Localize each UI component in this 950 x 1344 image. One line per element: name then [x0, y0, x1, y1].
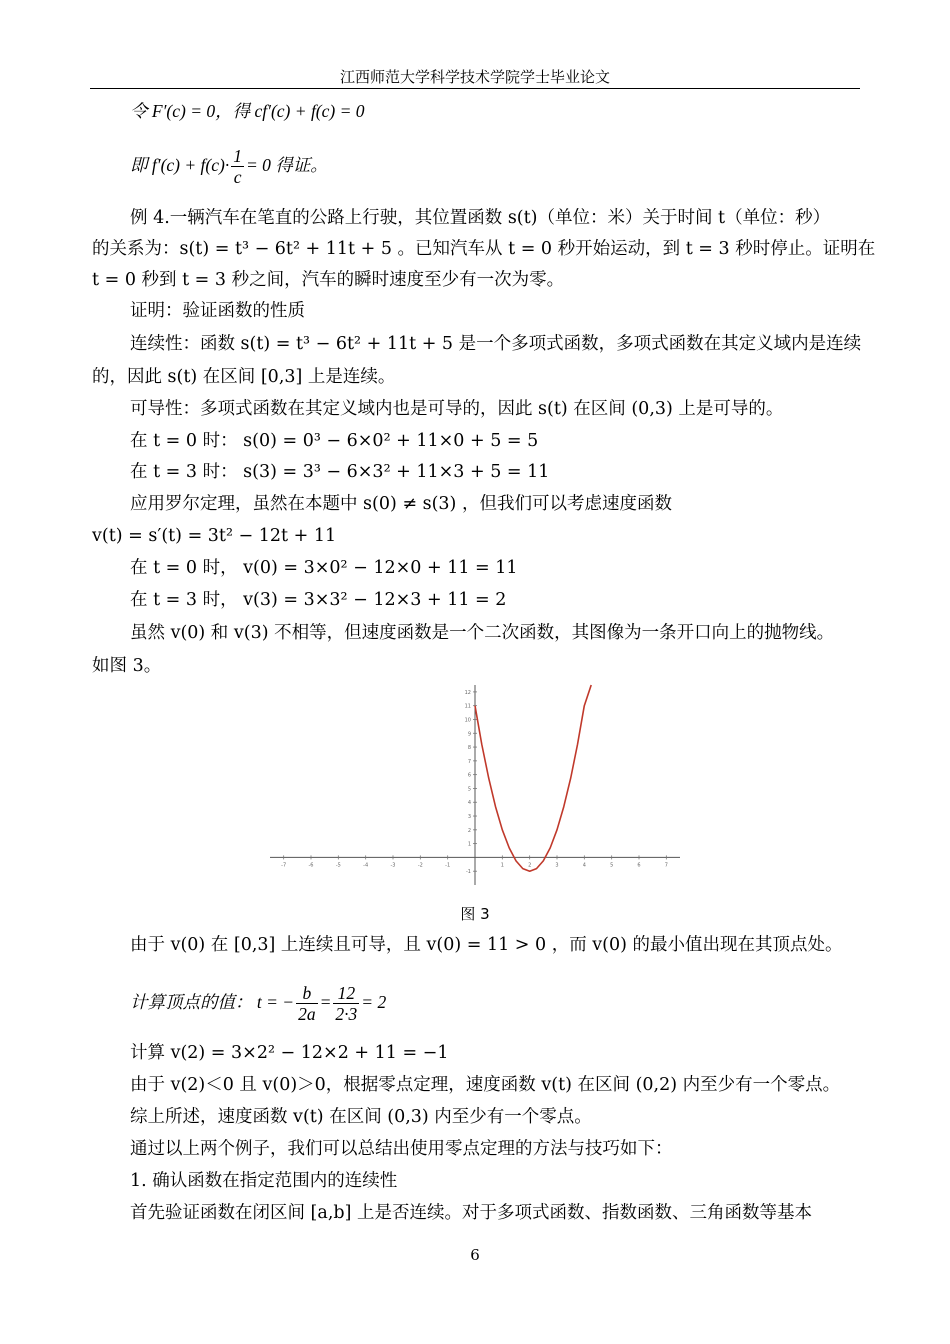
- y-tick-label: 5: [467, 786, 471, 793]
- text-line: 应用罗尔定理，虽然在本题中 s(0) ≠ s(3) ，但我们可以考虑速度函数: [130, 494, 672, 514]
- x-tick-label: 3: [555, 862, 559, 869]
- y-tick-label: 10: [464, 717, 471, 724]
- chart-axes: [270, 685, 680, 885]
- text-line: 在 t = 3 时： s(3) = 3³ − 6×3² + 11×3 + 5 = 11: [130, 462, 550, 482]
- x-tick-label: -3: [390, 862, 396, 869]
- text-line: 连续性：函数 s(t) = t³ − 6t² + 11t + 5 是一个多项式函数，多项式函数在其定义域内是连续: [130, 334, 862, 354]
- y-tick-label: 1: [467, 841, 471, 848]
- formula-part: =: [319, 992, 332, 1012]
- text-line: 证明：验证函数的性质: [130, 301, 305, 321]
- header-rule: [90, 88, 860, 89]
- x-tick-label: -1: [445, 862, 451, 869]
- y-tick-label: 11: [464, 703, 471, 710]
- x-tick-label: -2: [417, 862, 423, 869]
- x-tick-label: -6: [308, 862, 314, 869]
- y-tick-label: 3: [467, 814, 471, 821]
- fraction-denominator: 2a: [298, 1004, 316, 1024]
- formula-part: = 2: [361, 992, 387, 1012]
- text-line: 的，因此 s(t) 在区间 [0,3] 上是连续。: [92, 367, 396, 387]
- x-tick-label: -7: [281, 862, 287, 869]
- x-tick-label: 5: [610, 862, 614, 869]
- text-line: 首先验证函数在闭区间 [a,b] 上是否连续。对于多项式函数、指数函数、三角函数等基本: [130, 1203, 812, 1223]
- text-line: 在 t = 3 时， v(3) = 3×3² − 12×3 + 11 = 2: [130, 590, 507, 610]
- text-line: 虽然 v(0) 和 v(3) 不相等，但速度函数是一个二次函数，其图像为一条开口向上的抛物线。: [130, 623, 835, 643]
- text-line: 可导性：多项式函数在其定义域内也是可导的，因此 s(t) 在区间 (0,3) 上是可导的。: [130, 399, 784, 419]
- page-header: 江西师范大学科学技术学院学士毕业论文: [339, 68, 610, 86]
- text-line: 综上所述，速度函数 v(t) 在区间 (0,3) 内至少有一个零点。: [130, 1107, 592, 1127]
- fraction-numerator: 1: [233, 146, 242, 166]
- fraction-denominator: 2·3: [335, 1004, 358, 1024]
- y-tick-label: -1: [466, 869, 471, 876]
- fraction-numerator: b: [296, 983, 318, 1004]
- y-tick-label: 8: [467, 745, 471, 752]
- text-line: 在 t = 0 时： s(0) = 0³ − 6×0² + 11×0 + 5 = 5: [130, 431, 539, 451]
- x-tick-label: 4: [582, 862, 586, 869]
- text-line: 通过以上两个例子，我们可以总结出使用零点定理的方法与技巧如下：: [130, 1139, 673, 1159]
- y-tick-label: 2: [467, 827, 471, 834]
- formula-part: = 0 得证。: [245, 155, 328, 175]
- x-tick-label: -5: [335, 862, 341, 869]
- y-tick-label: 7: [467, 758, 471, 765]
- fraction-numerator: 12: [333, 983, 359, 1004]
- text-line: 计算 v(2) = 3×2² − 12×2 + 11 = −1: [130, 1043, 449, 1063]
- x-tick-label: -4: [363, 862, 369, 869]
- fraction-denominator: c: [233, 167, 242, 187]
- y-tick-label: 6: [467, 772, 471, 779]
- x-tick-label: 1: [500, 862, 504, 869]
- parabola-curve: [475, 685, 591, 871]
- y-tick-label: 9: [467, 731, 471, 738]
- x-tick-label: 2: [528, 862, 532, 869]
- text-line: v(t) = s′(t) = 3t² − 12t + 11: [92, 526, 337, 546]
- text-line: 的关系为：s(t) = t³ − 6t² + 11t + 5 。已知汽车从 t = 0 秒开始运动，到 t = 3 秒时停止。证明在: [92, 239, 876, 259]
- page-number: 6: [470, 1246, 480, 1264]
- text-line-fraction: [130, 146, 328, 187]
- text-line: 令 F′(c) = 0，得 cf′(c) + f(c) = 0: [130, 101, 365, 121]
- text-line-vertex-formula: [130, 983, 386, 1024]
- figure-caption: 图 3: [460, 905, 490, 923]
- y-tick-label: 12: [464, 689, 471, 696]
- text-line: 由于 v(0) 在 [0,3] 上连续且可导，且 v(0) = 11 > 0 ，而 v(0) 的最小值出现在其顶点处。: [130, 935, 843, 955]
- text-line: 在 t = 0 时， v(0) = 3×0² − 12×0 + 11 = 11: [130, 558, 518, 578]
- y-tick-label: 4: [467, 800, 471, 807]
- text-line: 1. 确认函数在指定范围内的连续性: [130, 1171, 398, 1191]
- fraction: [296, 983, 318, 1024]
- formula-part: 即 f′(c) + f(c)·: [130, 155, 230, 175]
- text-line: 如图 3。: [92, 656, 162, 676]
- fraction: [231, 146, 244, 187]
- parabola-chart: [260, 680, 690, 895]
- formula-part: 计算顶点的值： t = −: [130, 992, 295, 1012]
- chart-series: [475, 685, 591, 871]
- text-line: 由于 v(2)＜0 且 v(0)＞0，根据零点定理，速度函数 v(t) 在区间 (0,2) 内至少有一个零点。: [130, 1075, 841, 1095]
- fraction: [333, 983, 359, 1024]
- x-tick-label: 7: [664, 862, 668, 869]
- text-line: 例 4.一辆汽车在笔直的公路上行驶，其位置函数 s(t)（单位：米）关于时间 t（单位：秒）: [130, 208, 831, 228]
- text-line: t = 0 秒到 t = 3 秒之间，汽车的瞬时速度至少有一次为零。: [92, 270, 565, 290]
- x-tick-label: 6: [637, 862, 641, 869]
